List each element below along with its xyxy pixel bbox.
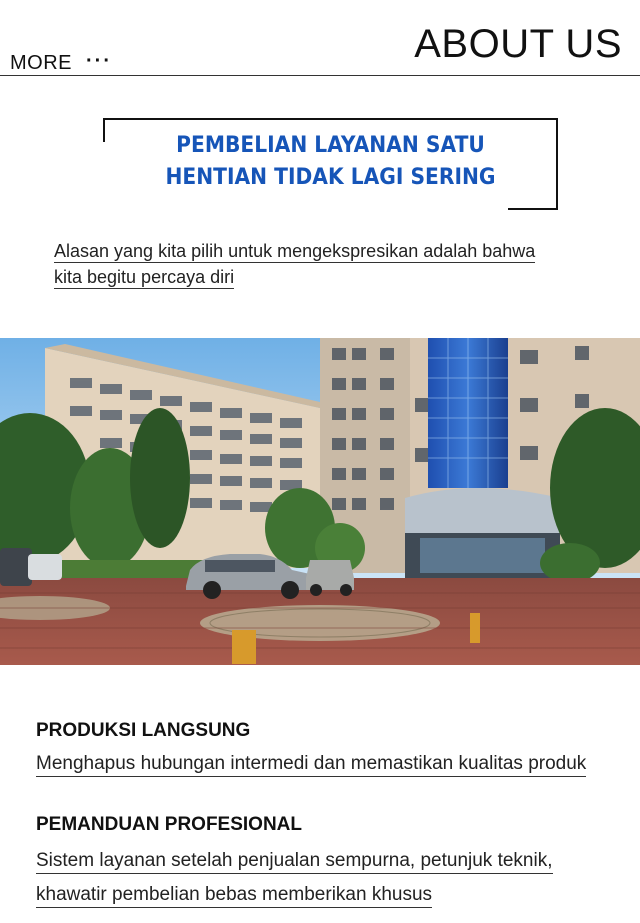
banner-title bbox=[121, 130, 540, 194]
feature-desc-line: Menghapus hubungan intermedi dan memastikan kualitas produk bbox=[36, 753, 586, 777]
office-building-photo bbox=[0, 338, 640, 665]
feature-title-professional-guidance: PEMANDUAN PROFESIONAL bbox=[36, 814, 303, 835]
banner-title-line-2: HENTIAN TIDAK LAGI SERING bbox=[165, 165, 496, 190]
page-header bbox=[0, 0, 640, 76]
feature-desc-line: khawatir pembelian bebas memberikan khusus bbox=[36, 884, 432, 908]
intro-line-2: kita begitu percaya diri bbox=[54, 267, 235, 287]
page-title: ABOUT US bbox=[414, 22, 622, 66]
intro-line-1: Alasan yang kita pilih untuk mengekspresikan adalah bahwa bbox=[54, 241, 536, 261]
more-dots-icon[interactable]: ··· bbox=[86, 50, 112, 72]
feature-desc-line: Sistem layanan setelah penjualan sempurna, petunjuk teknik, bbox=[36, 850, 553, 874]
intro-text bbox=[54, 238, 599, 290]
feature-desc-professional-guidance bbox=[36, 850, 553, 872]
feature-desc-professional-guidance-2 bbox=[36, 884, 432, 906]
banner-title-line-1: PEMBELIAN LAYANAN SATU bbox=[176, 133, 485, 158]
feature-desc-direct-production bbox=[36, 753, 586, 775]
more-link[interactable]: MORE bbox=[10, 52, 72, 74]
feature-title-direct-production: PRODUKSI LANGSUNG bbox=[36, 720, 251, 741]
